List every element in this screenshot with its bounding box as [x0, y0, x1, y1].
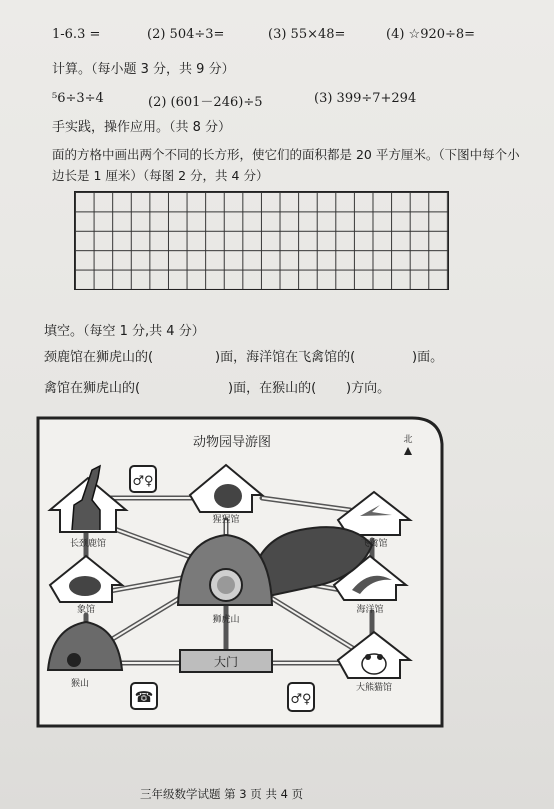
label-lion: 狮虎山	[212, 615, 240, 625]
calc2-q1: ⁵6÷3÷4	[52, 91, 104, 106]
svg-text:☎: ☎	[134, 688, 154, 706]
label-bird: 飞禽馆	[360, 539, 388, 549]
practice-text-line2: 边长是 1 厘米）（每图 2 分，共 4 分）	[52, 168, 269, 183]
fill-line1-part-a: 颈鹿馆在狮虎山的(	[44, 350, 154, 365]
calc-q2: (2) 504÷3=	[147, 27, 225, 42]
section-practice-heading: 手实践，操作应用。（共 8 分）	[52, 120, 232, 135]
svg-text:♂♀: ♂♀	[290, 692, 312, 707]
label-giraffe: 长颈鹿馆	[69, 539, 107, 549]
label-dolphin: 海洋馆	[356, 605, 384, 615]
label-elephant: 象馆	[76, 605, 96, 615]
section-fill-heading: 填空。（每空 1 分,共 4 分）	[44, 324, 205, 339]
svg-text:♂♀: ♂♀	[132, 474, 154, 489]
page-footer: 三年级数学试题 第 3 页 共 4 页	[140, 787, 304, 801]
label-gate: 大门	[213, 655, 239, 669]
north-label: 北	[403, 435, 413, 445]
fill-line1-part-c: )面。	[412, 350, 444, 365]
practice-text-line1: 面的方格中画出两个不同的长方形，使它们的面积都是 20 平方厘米。（下图中每个小	[52, 147, 520, 162]
label-monkey: 猴山	[70, 679, 90, 689]
calc-q1: 1-6.3 =	[52, 27, 101, 42]
fill-line2-part-a: 禽馆在狮虎山的(	[44, 381, 141, 396]
label-panda: 大熊猫馆	[355, 683, 393, 693]
section-calc-heading: 计算。（每小题 3 分，共 9 分）	[52, 62, 235, 77]
calc2-q2: (2) (601－246)÷5	[148, 95, 263, 110]
calc-q4: (4) ☆920÷8=	[386, 27, 476, 42]
fill-line2-part-b: )面，在猴山的(	[228, 381, 317, 396]
map-title: 动物园导游图	[192, 435, 272, 450]
fill-line2-part-c: )方向。	[346, 381, 391, 396]
calc2-q3: (3) 399÷7+294	[314, 91, 417, 106]
label-gorilla: 猩猩馆	[212, 515, 240, 525]
fill-line1-part-b: )面，海洋馆在飞禽馆的(	[215, 350, 356, 365]
calc-q3: (3) 55×48=	[268, 27, 346, 42]
